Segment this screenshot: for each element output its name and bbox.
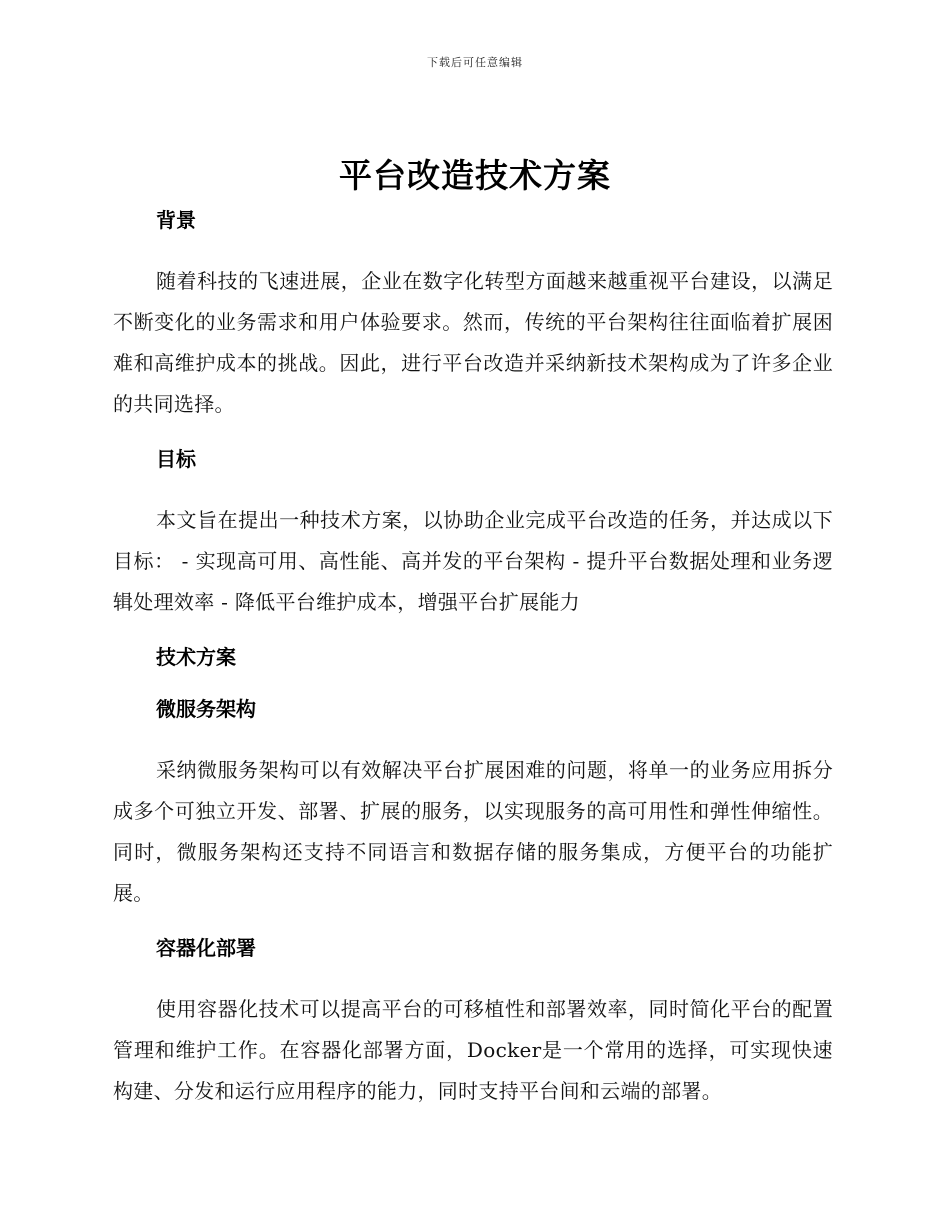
section-heading-goals: 目标: [156, 447, 196, 471]
section-heading-technical-plan: 技术方案: [156, 645, 236, 669]
document-title: 平台改造技术方案: [339, 156, 611, 195]
section-heading-background: 背景: [156, 208, 196, 232]
section-paragraph-microservices: 采纳微服务架构可以有效解决平台扩展困难的问题，将单一的业务应用拆分成多个可独立开发、部署、扩展的服务，以实现服务的高可用性和弹性伸缩性。同时，微服务架构还支持不同语言和数据存储的服务集成，方便平台的功能扩展。: [113, 758, 833, 905]
section-heading-containerization: 容器化部署: [156, 936, 256, 960]
document-body: [113, 202, 833, 1112]
header-note: 下载后可任意编辑: [427, 56, 523, 69]
section-heading-microservices: 微服务架构: [156, 697, 256, 721]
section-paragraph-background: 随着科技的飞速进展，企业在数字化转型方面越来越重视平台建设，以满足不断变化的业务需求和用户体验要求。然而，传统的平台架构往往面临着扩展困难和高维护成本的挑战。因此，进行平台改造并采纳新技术架构成为了许多企业的共同选择。: [113, 269, 833, 416]
section-paragraph-containerization: 使用容器化技术可以提高平台的可移植性和部署效率，同时简化平台的配置管理和维护工作。在容器化部署方面，Docker是一个常用的选择，可实现快速构建、分发和运行应用程序的能力，同时支持平台间和云端的部署。: [113, 997, 833, 1103]
section-paragraph-goals: 本文旨在提出一种技术方案，以协助企业完成平台改造的任务，并达成以下目标： - 实现高可用、高性能、高并发的平台架构 - 提升平台数据处理和业务逻辑处理效率 - 降低平台维护成本，增强平台扩展能力: [113, 508, 833, 614]
